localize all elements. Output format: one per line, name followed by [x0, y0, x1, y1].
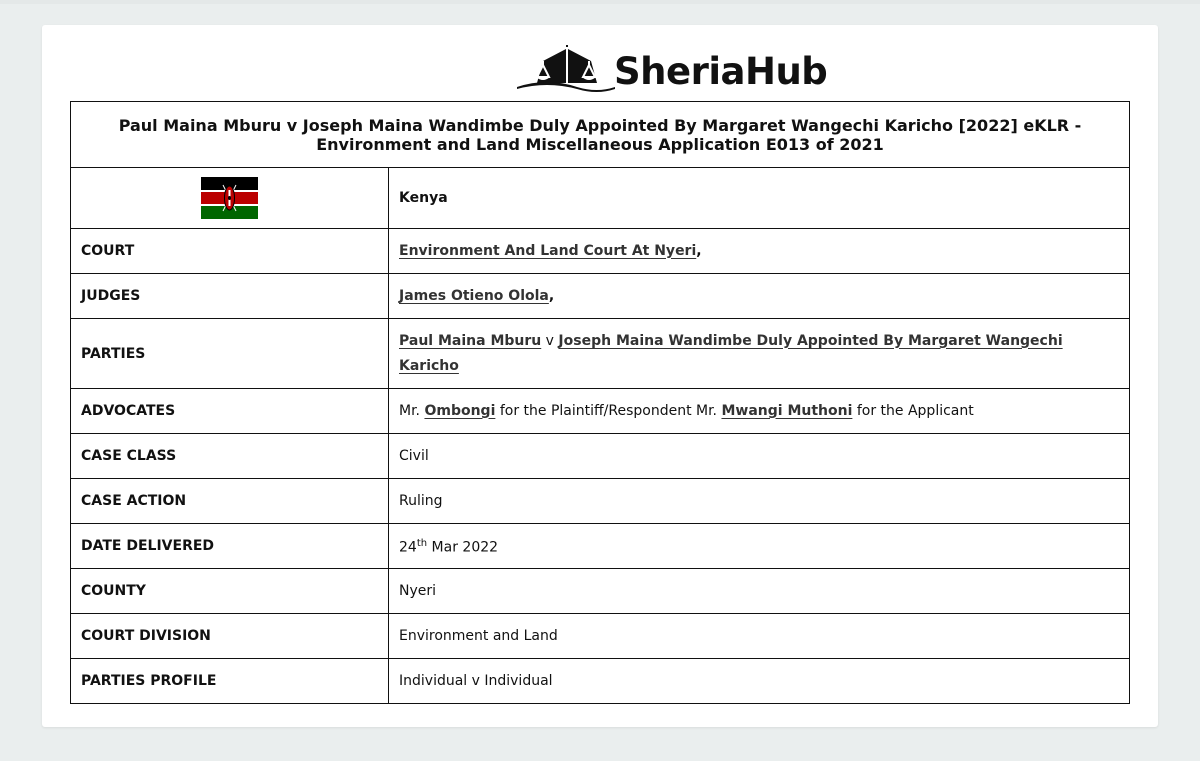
- parties-profile-row: [71, 659, 1130, 704]
- case-class-value: Civil: [389, 434, 1130, 479]
- date-delivered-value: [389, 524, 1130, 569]
- brand-name: SheriaHub: [614, 49, 828, 93]
- advocates-suffix: for the Applicant: [852, 402, 974, 419]
- judges-row: [71, 274, 1130, 319]
- advocate1-prefix: Mr.: [399, 402, 425, 419]
- judges-suffix: ,: [548, 287, 555, 304]
- court-label: COURT: [71, 229, 389, 274]
- country-row: [71, 168, 1130, 229]
- case-title: Paul Maina Mburu v Joseph Maina Wandimbe Duly Appointed By Margaret Wangechi Karicho [2022] eKLR - Environment and Land Miscellaneous Application E013 of 2021: [71, 102, 1130, 168]
- parties-label: PARTIES: [71, 319, 389, 389]
- top-strip: [0, 0, 1200, 4]
- parties-row: [71, 319, 1130, 389]
- case-card: [42, 25, 1158, 727]
- case-action-label: CASE ACTION: [71, 479, 389, 524]
- party1-link[interactable]: Paul Maina Mburu: [399, 332, 542, 349]
- country-name: Kenya: [389, 168, 1130, 229]
- court-value: [389, 229, 1130, 274]
- court-division-row: [71, 614, 1130, 659]
- judges-value: [389, 274, 1130, 319]
- scales-of-justice-icon: [517, 43, 617, 93]
- county-label: COUNTY: [71, 569, 389, 614]
- parties-profile-label: PARTIES PROFILE: [71, 659, 389, 704]
- date-delivered-label: DATE DELIVERED: [71, 524, 389, 569]
- case-action-row: [71, 479, 1130, 524]
- advocates-value: [389, 389, 1130, 434]
- court-division-label: COURT DIVISION: [71, 614, 389, 659]
- date-ordinal: th: [416, 538, 428, 550]
- court-link[interactable]: Environment And Land Court At Nyeri: [399, 242, 697, 259]
- sheriahub-logo[interactable]: [517, 43, 827, 93]
- county-row: [71, 569, 1130, 614]
- advocates-label: ADVOCATES: [71, 389, 389, 434]
- date-day: 24: [399, 539, 417, 556]
- advocates-mid: for the Plaintiff/Respondent Mr.: [495, 402, 722, 419]
- kenya-flag-icon: [201, 177, 258, 219]
- court-row: [71, 229, 1130, 274]
- date-rest: Mar 2022: [427, 539, 499, 556]
- party2-link[interactable]: Joseph Maina Wandimbe Duly Appointed By Margaret Wangechi Karicho: [399, 332, 1063, 374]
- case-details-table: [70, 101, 1130, 704]
- parties-separator: v: [541, 332, 559, 349]
- court-division-value: Environment and Land: [389, 614, 1130, 659]
- case-class-row: [71, 434, 1130, 479]
- date-delivered-row: [71, 524, 1130, 569]
- advocate1-link[interactable]: Ombongi: [424, 402, 496, 419]
- case-class-label: CASE CLASS: [71, 434, 389, 479]
- parties-value: [389, 319, 1130, 389]
- title-row: [71, 102, 1130, 168]
- county-value: Nyeri: [389, 569, 1130, 614]
- parties-profile-value: Individual v Individual: [389, 659, 1130, 704]
- judge-link[interactable]: James Otieno Olola: [399, 287, 549, 304]
- advocate2-link[interactable]: Mwangi Muthoni: [721, 402, 853, 419]
- court-suffix: ,: [696, 242, 702, 259]
- flag-cell: [71, 168, 389, 229]
- case-action-value: Ruling: [389, 479, 1130, 524]
- advocates-row: [71, 389, 1130, 434]
- judges-label: JUDGES: [71, 274, 389, 319]
